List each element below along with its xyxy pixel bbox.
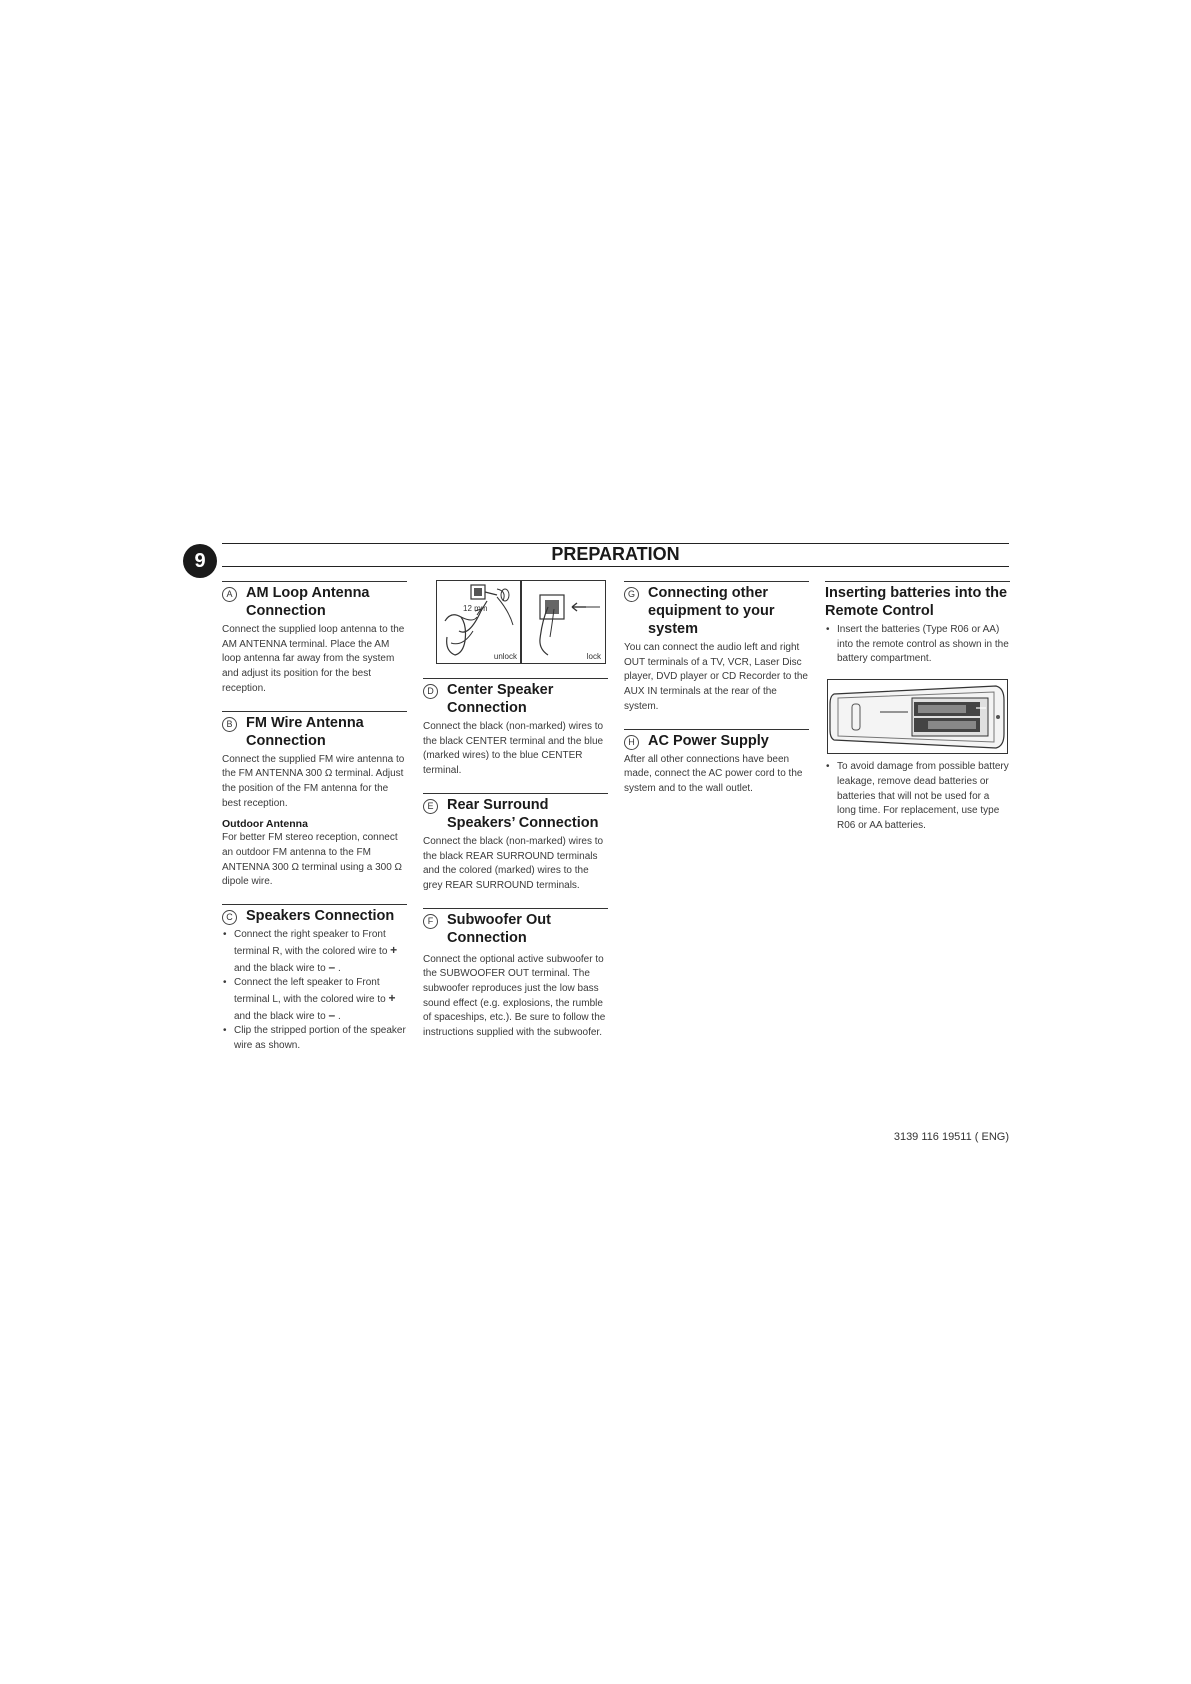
section-letter-c: C xyxy=(222,910,237,925)
figure-lock-panel xyxy=(521,580,606,664)
section-subtext: For better FM stereo reception, connect an outdoor FM antenna to the FM ANTENNA 300 Ω terminal using a 300 Ω dipole wire. xyxy=(222,832,403,888)
bullet-list xyxy=(825,760,1010,834)
speaker-terminal-unlock-illustration xyxy=(437,581,520,663)
list-item-text: and the black wire to xyxy=(234,962,329,974)
section-text: Connect the black (non-marked) wires to the black CENTER terminal and the blue (marked wires) to the blue CENTER terminal. xyxy=(423,721,604,777)
section-am-antenna xyxy=(222,581,407,697)
section-heading: Connecting other equipment to your system xyxy=(648,585,775,637)
header-rule-bottom xyxy=(222,566,1009,567)
bullet-list xyxy=(825,623,1010,667)
speaker-terminal-lock-illustration xyxy=(522,581,605,663)
section-text: Connect the optional active subwoofer to the SUBWOOFER OUT terminal. The subwoofer reproduces just the low bass sound effect (e.g. explosions, the rumble of spaceships, etc.). Be sure to follow the instructions supplied with the subwoofer. xyxy=(423,953,606,1039)
section-letter-d: D xyxy=(423,684,438,699)
list-item-text: Connect the left speaker to Front terminal L, with the colored wire to xyxy=(234,977,389,1005)
section-heading: Rear Surround Speakers’ Connection xyxy=(447,796,599,831)
minus-symbol: – xyxy=(328,959,336,974)
section-heading: AC Power Supply xyxy=(648,732,769,749)
section-subwoofer xyxy=(423,908,608,1041)
section-text: Connect the supplied FM wire antenna to the FM ANTENNA 300 Ω terminal. Adjust the position of the FM antenna for the best reception. xyxy=(222,753,405,809)
list-item: • To avoid damage from possible battery leakage, remove dead batteries or batteries that will not be used for a long time. For replacement, use type R06 or AA batteries. xyxy=(825,760,1010,834)
column-2 xyxy=(423,581,608,1041)
section-heading: Inserting batteries into the Remote Control xyxy=(825,585,1008,619)
page-number-badge: 9 xyxy=(183,544,217,578)
section-text: Connect the supplied loop antenna to the AM ANTENNA terminal. Place the AM loop antenna far away from the system and adjust its position for the best reception. xyxy=(222,624,405,694)
unlock-label: unlock xyxy=(493,652,517,661)
section-heading: Center Speaker Connection xyxy=(447,682,554,716)
section-letter-f: F xyxy=(423,914,438,929)
remote-battery-figure xyxy=(827,679,1008,754)
section-center-speaker xyxy=(423,678,608,779)
section-letter-g: G xyxy=(624,587,639,602)
list-item: • Clip the stripped portion of the speaker wire as shown. xyxy=(222,1024,407,1053)
plus-symbol: + xyxy=(390,942,398,957)
section-ac-power xyxy=(624,729,809,797)
list-item-text: Connect the right speaker to Front terminal R, with the colored wire to xyxy=(234,929,391,957)
lock-label: lock xyxy=(586,652,601,661)
section-rear-surround xyxy=(423,793,608,894)
bullet-list xyxy=(222,928,407,1054)
section-heading: Speakers Connection xyxy=(246,908,395,925)
minus-symbol: – xyxy=(328,1007,336,1022)
plus-symbol: + xyxy=(388,990,396,1005)
figure-unlock-panel xyxy=(436,580,521,664)
list-item: • Insert the batteries (Type R06 or AA) into the remote control as shown in the battery compartment. xyxy=(825,623,1010,667)
section-letter-a: A xyxy=(222,587,237,602)
dimension-label: 12 mm xyxy=(463,604,488,613)
subheading-outdoor-antenna: Outdoor Antenna xyxy=(222,818,308,831)
column-4 xyxy=(825,581,1010,834)
footer-code: 3139 116 19511 ( ENG) xyxy=(893,1131,1009,1143)
section-remote-batteries xyxy=(825,581,1010,834)
section-fm-antenna xyxy=(222,711,407,891)
section-heading: FM Wire Antenna Connection xyxy=(246,714,364,749)
section-letter-b: B xyxy=(222,717,237,732)
column-3 xyxy=(624,581,809,797)
section-letter-h: H xyxy=(624,735,639,750)
section-text: You can connect the audio left and right OUT terminals of a TV, VCR, Laser Disc player, DVD player or CD Recorder to the AUX IN terminals at the rear of the system. xyxy=(624,642,808,712)
list-item: • Connect the right speaker to Front terminal R, with the colored wire to + and the black wire to – . xyxy=(222,928,407,976)
page-title: PREPARATION xyxy=(551,544,680,564)
column-1 xyxy=(222,581,407,1054)
section-text: After all other connections have been made, connect the AC power cord to the system and to the wall outlet. xyxy=(624,753,803,794)
section-other-equipment xyxy=(624,581,809,715)
remote-control-battery-illustration xyxy=(828,680,1007,753)
section-speakers xyxy=(222,904,407,1054)
list-item-text: and the black wire to xyxy=(234,1010,329,1022)
speaker-wire-figure xyxy=(436,580,601,664)
section-heading: AM Loop Antenna Connection xyxy=(246,585,370,619)
section-letter-e: E xyxy=(423,799,438,814)
section-text: Connect the black (non-marked) wires to the black REAR SURROUND terminals and the colored (marked) wires to the grey REAR SURROUND terminals. xyxy=(423,835,604,891)
list-item: • Connect the left speaker to Front terminal L, with the colored wire to + and the black wire to – . xyxy=(222,976,407,1024)
section-heading: Subwoofer Out Connection xyxy=(447,911,551,946)
